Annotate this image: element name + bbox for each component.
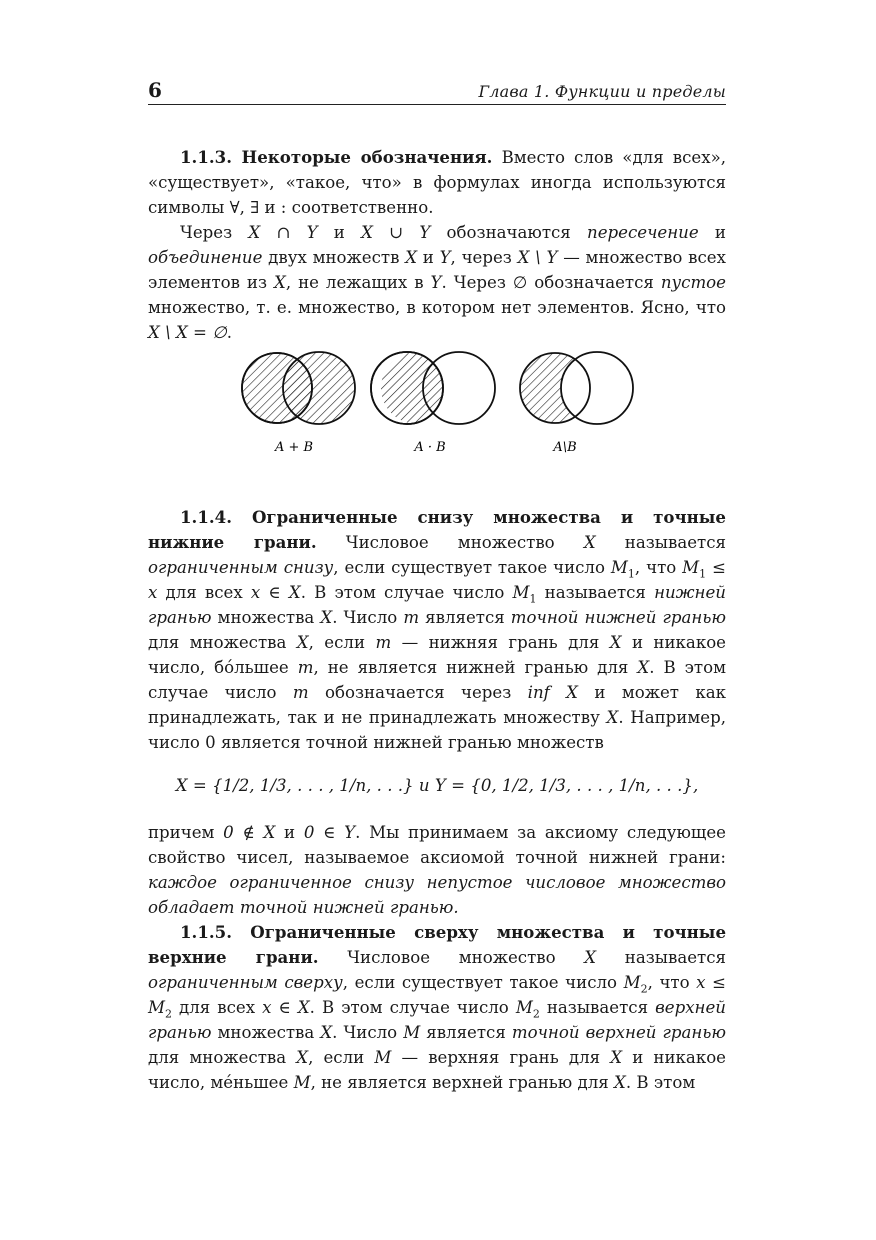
venn-intersection — [371, 352, 495, 424]
axiom-statement: каждое ограниченное снизу непустое числовое множество обладает точной нижней гранью. — [148, 873, 726, 917]
page-header — [148, 78, 726, 105]
display-formula: X = {1/2, 1/3, . . . , 1/n, . . .} и Y = {0, 1/2, 1/3, . . . , 1/n, . . .}, — [175, 776, 699, 795]
term-bounded-below: ограниченным снизу — [148, 558, 334, 577]
paragraph-1-1-4: 1.1.4. Ограниченные снизу множества и точные нижние грани. Числовое множество X называется ограниченным снизу, если существует такое число $M_1$, что $M_1 \le x$ для всех x ∈ X. В этом случае число $M_1$ называется нижней гранью множества X. Число m является точной нижней гранью для множества X, если m — нижняя грань для X и никакое число, бóльшее m, не является нижней гранью для X. В этом случае число m обозначается через inf X и может как принадлежать, так и не принадлежать множеству X. Например, число 0 является точной нижней гранью множеств — [148, 507, 727, 752]
term-empty: пустое — [660, 273, 726, 292]
venn-diagrams — [232, 351, 642, 471]
term-union: объединение — [148, 248, 263, 267]
label-union: A + B — [274, 440, 314, 455]
section-heading-1-1-4: 1.1.4. Ограниченные снизу множества и точные нижние грани. — [148, 507, 726, 552]
term-lower-bound: нижней гранью — [148, 583, 726, 627]
section-heading-1-1-5: 1.1.5. Ограниченные сверху множества и точные верхние грани. — [148, 922, 726, 967]
term-supremum: точной верхней гранью — [511, 1023, 726, 1042]
running-head: Глава 1. Функции и пределы — [478, 82, 726, 101]
paragraph-set-notation: Через X ∩ Y и X ∪ Y обозначаются пересечение и объединение двух множеств X и Y, через X \ Y — множество всех элементов из X, не лежащих в Y. Через ∅ обозначается пустое множество, т. е. множество, в котором нет элементов. Ясно, что X \ X = ∅. — [148, 223, 726, 342]
page-number: 6 — [148, 78, 162, 102]
page-body — [148, 145, 726, 1095]
venn-difference — [520, 352, 633, 424]
label-difference: A\B — [553, 440, 577, 455]
term-infimum: точной нижней гранью — [510, 608, 726, 627]
venn-union — [242, 352, 355, 424]
term-upper-bound: верхней гранью — [148, 998, 726, 1042]
book-page — [148, 78, 726, 1095]
venn-figure — [148, 351, 726, 501]
label-intersection: A · B — [414, 440, 446, 455]
paragraph-axiom: причем 0 ∉ X и 0 ∈ Y. Мы принимаем за аксиому следующее свойство чисел, называемое аксиомой точной нижней грани: каждое ограниченное снизу непустое числовое множество обладает точной нижней гранью. — [148, 823, 726, 917]
paragraph-1-1-3-intro: 1.1.3. Некоторые обозначения. Вместо слов «для всех», «существует», «такое, что» в формулах иногда используются символы ∀, ∃ и : соответственно. — [148, 147, 726, 217]
section-heading-1-1-3: 1.1.3. Некоторые обозначения. — [180, 147, 493, 167]
term-bounded-above: ограниченным сверху — [148, 973, 343, 992]
paragraph-1-1-5: 1.1.5. Ограниченные сверху множества и точные верхние грани. Числовое множество X называется ограниченным сверху, если существует такое число $M_2$, что $x \le M_2$ для всех x ∈ X. В этом случае число $M_2$ называется верхней гранью множества X. Число M является точной верхней гранью для множества X, если M — верхняя грань для X и никакое число, мéньшее M, не является верхней гранью для X. В этом — [148, 922, 727, 1092]
term-intersection: пересечение — [587, 223, 699, 242]
